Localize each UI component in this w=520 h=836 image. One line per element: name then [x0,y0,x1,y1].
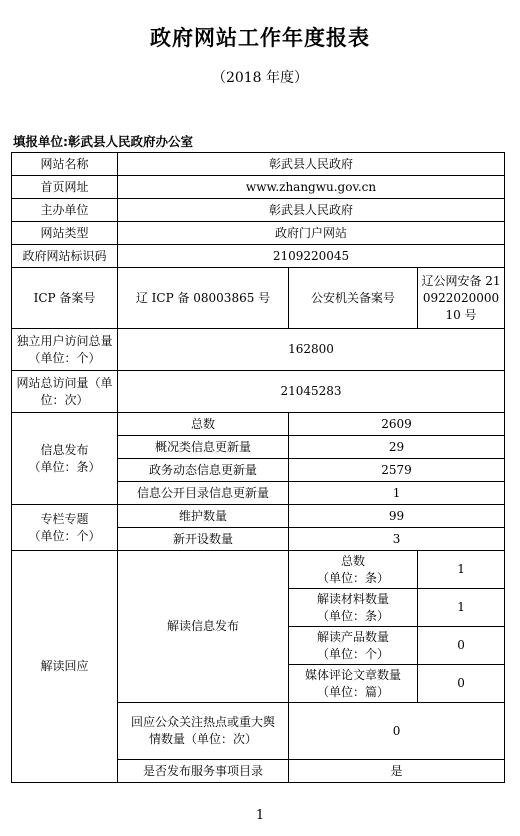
site-type-label: 网站类型 [12,222,118,245]
interp-product-value: 0 [418,627,505,665]
home-url-value: www.zhangwu.gov.cn [118,176,505,199]
table-row [12,222,505,245]
site-name-value: 彰武县人民政府 [118,153,505,176]
interp-material-unit: （单位：条） [316,608,389,623]
interp-material-value: 1 [418,589,505,627]
interp-total-name: 总数 [340,553,365,568]
hotspot-value: 0 [289,703,505,760]
interpretation-publish-label: 解读信息发布 [118,551,289,703]
home-url-label: 首页网址 [12,176,118,199]
service-value: 是 [289,760,505,783]
sponsor-label: 主办单位 [12,199,118,222]
info-directory-value: 1 [289,482,505,505]
columns-label-line2: （单位：个） [28,528,101,543]
table-row [12,413,505,436]
interp-media-value: 0 [418,665,505,703]
icp-label: ICP 备案号 [12,268,118,329]
site-type-value: 政府门户网站 [118,222,505,245]
site-code-value: 2109220045 [118,245,505,268]
police-record-label: 公安机关备案号 [289,268,418,329]
interp-material-label [289,589,418,627]
interp-total-label [289,551,418,589]
interp-product-label [289,627,418,665]
report-table [11,152,505,783]
table-row [12,505,505,528]
info-news-label: 政务动态信息更新量 [118,459,289,482]
visits-label: 网站总访问量（单位：次） [12,371,118,413]
icp-value: 辽 ICP 备 08003865 号 [118,268,289,329]
table-row [12,551,505,589]
info-publish-label-line2: （单位：条） [28,459,101,474]
site-name-label: 网站名称 [12,153,118,176]
info-news-value: 2579 [289,459,505,482]
table-row [12,153,505,176]
info-publish-label [12,413,118,505]
interp-material-name: 解读材料数量 [316,591,389,606]
police-record-value: 辽公网安备 21092202000010 号 [418,268,505,329]
interp-product-unit: （单位：个） [316,646,389,661]
visitors-value: 162800 [118,329,505,371]
report-year: （2018 年度） [211,70,309,86]
columns-new-value: 3 [289,528,505,551]
interp-total-unit: （单位：条） [316,570,389,585]
columns-new-label: 新开设数量 [118,528,289,551]
info-total-label: 总数 [118,413,289,436]
info-overview-value: 29 [289,436,505,459]
interpretation-label: 解读回应 [12,551,118,783]
table-row [12,176,505,199]
info-total-value: 2609 [289,413,505,436]
info-directory-label: 信息公开目录信息更新量 [118,482,289,505]
columns-maintained-value: 99 [289,505,505,528]
sponsor-value: 彰武县人民政府 [118,199,505,222]
columns-label [12,505,118,551]
site-code-label: 政府网站标识码 [12,245,118,268]
columns-maintained-label: 维护数量 [118,505,289,528]
interp-total-value: 1 [418,551,505,589]
table-row [12,245,505,268]
page-number: 1 [255,808,265,823]
hotspot-label: 回应公众关注热点或重大舆情数量（单位：次） [118,703,289,760]
filing-unit: 填报单位:彰武县人民政府办公室 [13,134,193,149]
interp-media-label [289,665,418,703]
table-row [12,371,505,413]
visits-value: 21045283 [118,371,505,413]
service-label: 是否发布服务事项目录 [118,760,289,783]
columns-label-line1: 专栏专题 [40,511,89,526]
interp-product-name: 解读产品数量 [316,629,389,644]
info-publish-label-line1: 信息发布 [40,442,89,457]
interp-media-name: 媒体评论文章数量 [304,667,401,682]
info-overview-label: 概况类信息更新量 [118,436,289,459]
table-row [12,329,505,371]
table-row [12,268,505,329]
interp-media-unit: （单位：篇） [316,684,389,699]
visitors-label: 独立用户访问总量（单位：个） [12,329,118,371]
report-title: 政府网站工作年度报表 [150,26,370,50]
table-row [12,199,505,222]
